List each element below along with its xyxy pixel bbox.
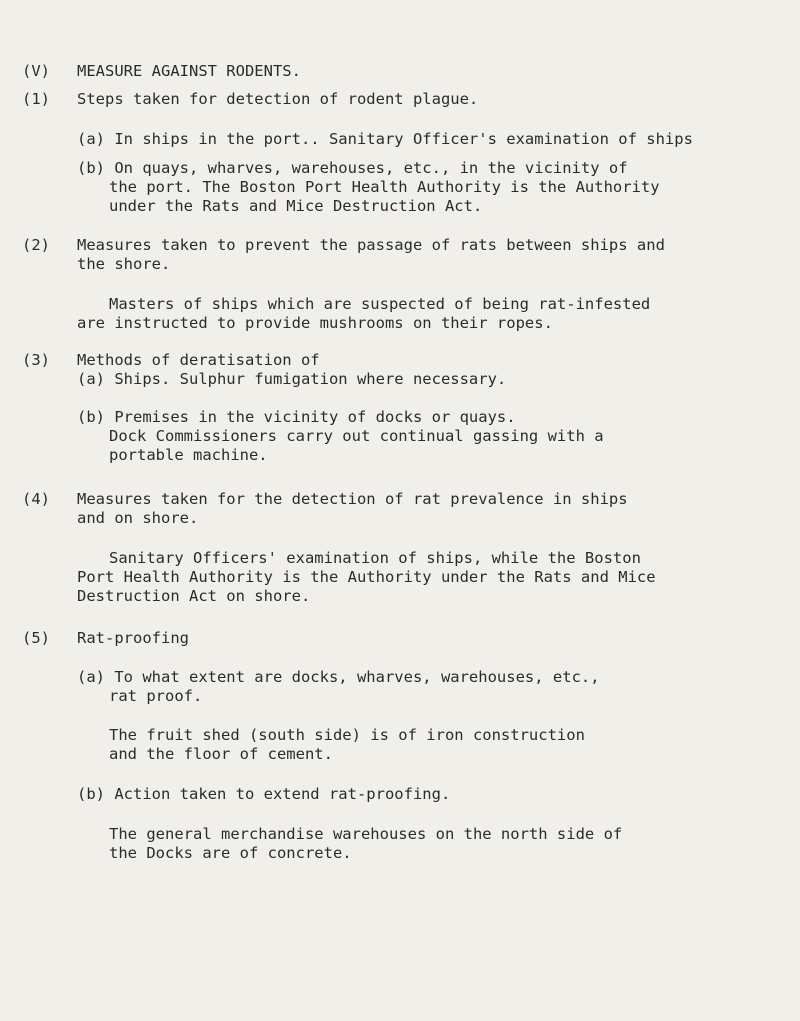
section-3-item-b-line1: (b) Premises in the vicinity of docks or quays. bbox=[77, 408, 516, 426]
section-4-title-line1: Measures taken for the detection of rat prevalence in ships bbox=[77, 490, 628, 508]
section-5-para-line1: The fruit shed (south side) is of iron construction bbox=[109, 726, 585, 744]
section-1-title: Steps taken for detection of rodent plague. bbox=[77, 90, 479, 108]
section-4-para-line3: Destruction Act on shore. bbox=[77, 587, 311, 605]
section-5-item-a-line2: rat proof. bbox=[109, 687, 203, 705]
section-5-item-b: (b) Action taken to extend rat-proofing. bbox=[77, 785, 451, 803]
section-1-item-b-line2: the port. The Boston Port Health Authority is the Authority bbox=[109, 178, 660, 196]
section-2-number: (2) bbox=[22, 236, 50, 254]
section-5-para-line2: and the floor of cement. bbox=[109, 745, 333, 763]
section-1-number: (1) bbox=[22, 90, 50, 108]
heading-number: (V) bbox=[22, 62, 50, 80]
section-2-title-line1: Measures taken to prevent the passage of rats between ships and bbox=[77, 236, 665, 254]
section-3-item-b-line2: Dock Commissioners carry out continual gassing with a bbox=[109, 427, 604, 445]
section-4-number: (4) bbox=[22, 490, 50, 508]
section-3-item-a: (a) Ships. Sulphur fumigation where necessary. bbox=[77, 370, 507, 388]
section-5-title: Rat-proofing bbox=[77, 629, 189, 647]
section-5-para2-line1: The general merchandise warehouses on the north side of bbox=[109, 825, 623, 843]
section-4-para-line2: Port Health Authority is the Authority under the Rats and Mice bbox=[77, 568, 656, 586]
page-heading: MEASURE AGAINST RODENTS. bbox=[77, 62, 301, 80]
section-5-number: (5) bbox=[22, 629, 50, 647]
section-5-item-a-line1: (a) To what extent are docks, wharves, warehouses, etc., bbox=[77, 668, 600, 686]
section-5-para2-line2: the Docks are of concrete. bbox=[109, 844, 352, 862]
section-2-title-line2: the shore. bbox=[77, 255, 171, 273]
section-1-item-a: (a) In ships in the port.. Sanitary Officer's examination of ships bbox=[77, 130, 693, 148]
section-2-para-line1: Masters of ships which are suspected of being rat-infested bbox=[109, 295, 651, 313]
section-2-para-line2: are instructed to provide mushrooms on their ropes. bbox=[77, 314, 553, 332]
section-3-number: (3) bbox=[22, 351, 50, 369]
section-1-item-b-line1: (b) On quays, wharves, warehouses, etc., in the vicinity of bbox=[77, 159, 628, 177]
section-4-para-line1: Sanitary Officers' examination of ships, while the Boston bbox=[109, 549, 641, 567]
section-1-item-b-line3: under the Rats and Mice Destruction Act. bbox=[109, 197, 483, 215]
section-3-item-b-line3: portable machine. bbox=[109, 446, 268, 464]
section-3-title: Methods of deratisation of bbox=[77, 351, 320, 369]
section-4-title-line2: and on shore. bbox=[77, 509, 199, 527]
